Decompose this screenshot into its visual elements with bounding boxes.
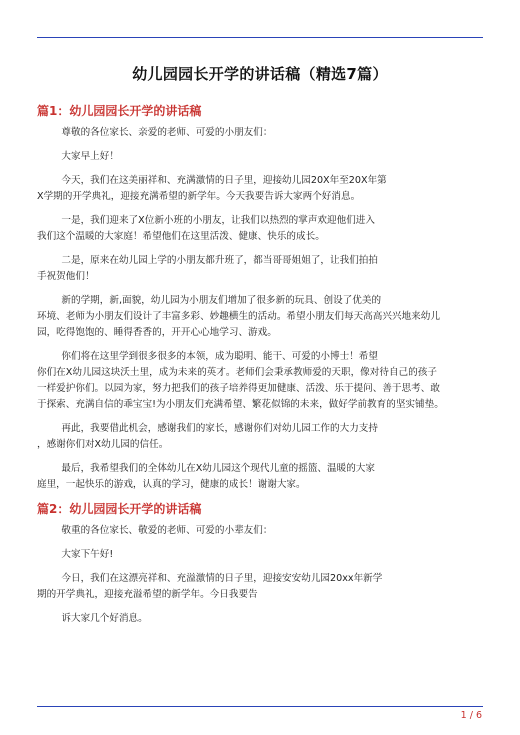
body-paragraph: 一是，我们迎来了X位新小班的小朋友，让我们以热烈的掌声欢迎他们进入 我们这个温暖的大家庭！希望他们在这里活泼、健康、快乐的成长。 bbox=[37, 215, 375, 242]
body-paragraph: 敬重的各位家长、敬爱的老师、可爱的小辈友们： bbox=[37, 525, 273, 536]
body-paragraph: 你们将在这里学到很多很多的本领，成为聪明、能干、可爱的小博士！希望 你们在X幼儿园这块沃土里，成为未来的英才。老师们会秉承教师爱的天职，像对待自己的孩子 一样爱护你们。以园为家，努力把我们的孩子培养得更加健康、活泼、乐于提问、善于思考、敢 于探索、充满自信的乖宝宝!为小朋友们充满希望、繁花似锦的未来，做好学前教育的坚实铺垫。 bbox=[37, 351, 444, 410]
body-paragraph: 尊敬的各位家长、亲爱的老师、可爱的小朋友们： bbox=[37, 127, 273, 138]
body-paragraph: 今日，我们在这漂亮祥和、充溢激情的日子里，迎接安安幼儿园20xx年新学 期的开学典礼，迎接充溢希望的新学年。今日我要告 bbox=[37, 573, 383, 600]
body-paragraph: 诉大家几个好消息。 bbox=[37, 613, 148, 624]
body-paragraph: 最后，我希望我们的全体幼儿在X幼儿园这个现代儿童的摇篮、温暖的大家 庭里，一起快乐的游戏，认真的学习，健康的成长！谢谢大家。 bbox=[37, 463, 375, 490]
section-heading: 篇1：幼儿园园长开学的讲话稿 bbox=[37, 104, 202, 118]
body-paragraph: 新的学期，新,面貌，幼儿园为小朋友们增加了很多新的玩具、创设了优美的 环境、老师为小朋友们设计了丰富多彩、妙趣横生的活动。希望小朋友们每天高高兴兴地来幼儿 园，吃得饱饱的、睡得香香的，开开心心地学习、游戏。 bbox=[37, 295, 440, 338]
header-rule bbox=[37, 37, 483, 38]
body-paragraph: 今天，我们在这美丽祥和、充满激情的日子里，迎接幼儿园20X年至20X年第 X学期的开学典礼，迎接充满希望的新学年。今天我要告诉大家两个好消息。 bbox=[37, 175, 387, 202]
document-title: 幼儿园园长开学的讲话稿（精选7篇） bbox=[132, 65, 388, 83]
section-heading: 篇2：幼儿园园长开学的讲话稿 bbox=[37, 502, 202, 516]
body-paragraph: 大家下午好! bbox=[37, 549, 114, 560]
body-paragraph: 再此，我要借此机会，感谢我们的家长，感谢你们对幼儿园工作的大力支持 ，感谢你们对X幼儿园的信任。 bbox=[37, 423, 378, 450]
footer-rule bbox=[37, 706, 483, 707]
document-body bbox=[37, 97, 483, 635]
body-paragraph: 二是，原来在幼儿园上学的小朋友都升班了，都当哥哥姐姐了，让我们拍拍 手祝贺他们！ bbox=[37, 255, 378, 282]
body-paragraph: 大家早上好！ bbox=[37, 151, 119, 162]
page-number: 1 / 6 bbox=[460, 710, 482, 721]
